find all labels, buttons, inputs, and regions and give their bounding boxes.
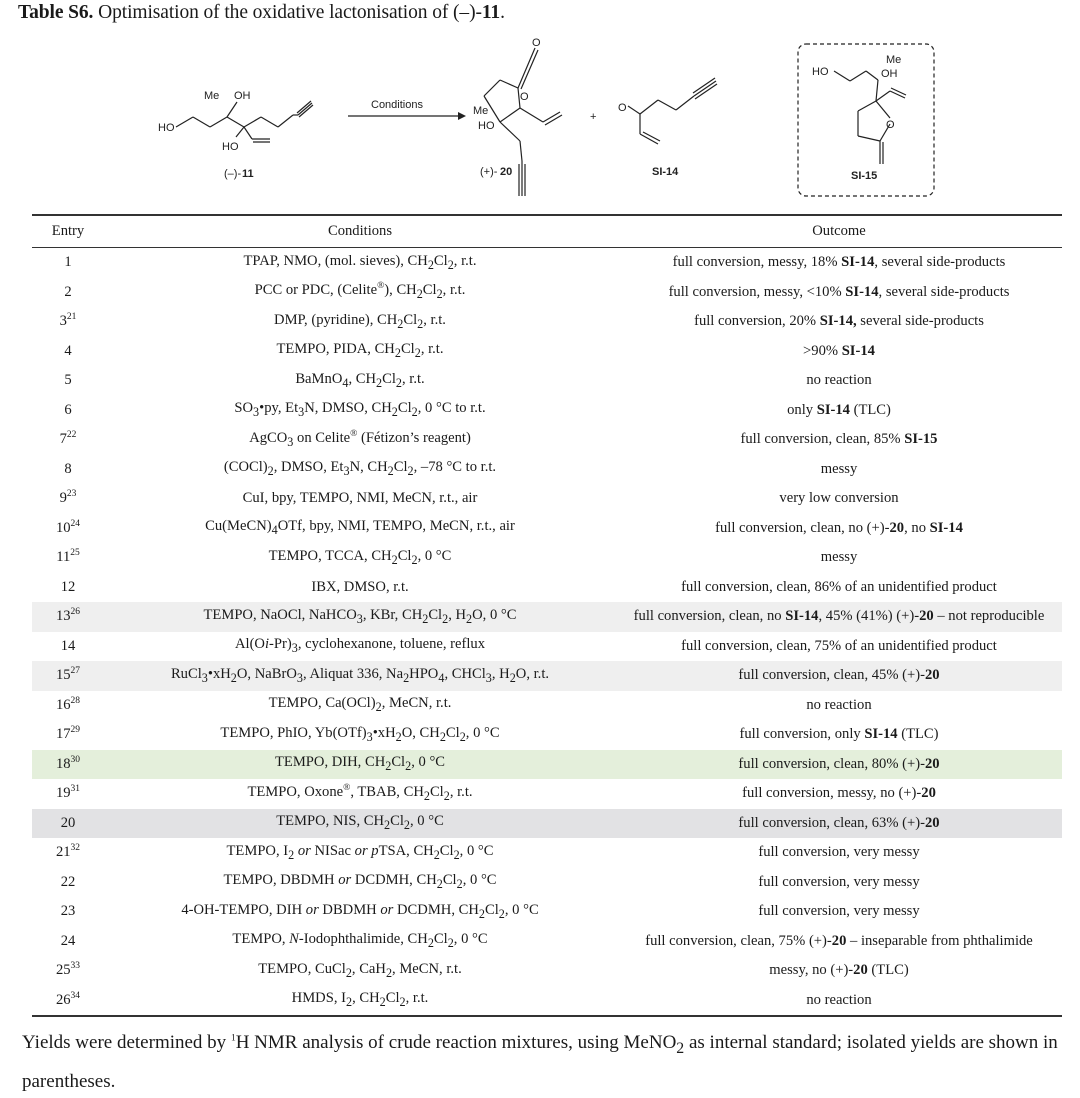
entry-cell: 20 (60, 814, 76, 831)
outcome-cell: full conversion, messy, 18% SI-14, several side-products (672, 254, 1006, 271)
reference-superscript: 27 (70, 666, 81, 677)
outcome-cell: full conversion, 20% SI-14, several side-products (694, 313, 984, 330)
reaction-scheme-drawing (0, 36, 1080, 211)
table-header-row (32, 215, 1062, 248)
table-row (32, 366, 1062, 396)
table-row (32, 425, 1062, 455)
table-row (32, 455, 1062, 485)
entry-cell: 6 (64, 401, 72, 418)
outcome-cell: no reaction (806, 372, 872, 389)
caption-label: Table S6. (18, 2, 94, 23)
conditions-cell: $(COCl)_2$, DMSO, $Et_3N$, $CH_2Cl_2$, –78 °C to r.t. (223, 459, 497, 479)
table-row (32, 897, 1062, 927)
conditions-cell: TEMPO, NaOCl, NaHCO$_3$, KBr, $CH_2Cl_2$, $H_2O$, 0 °C (203, 606, 517, 626)
entry-cell: $15^{27}$ (55, 666, 81, 684)
table-row (32, 573, 1062, 603)
table-row (32, 956, 1062, 986)
svg-text:O: O (532, 37, 541, 49)
table-row (32, 750, 1062, 780)
table-row (32, 632, 1062, 662)
table-row (32, 927, 1062, 957)
caption-compound: 11 (481, 2, 501, 23)
outcome-cell: full conversion, clean, 75% of an unidentified product (681, 637, 997, 654)
svg-text:HO: HO (478, 120, 495, 132)
table-row (32, 278, 1062, 308)
svg-text:(–)-: (–)- (224, 168, 242, 180)
header-outcome: Outcome (812, 223, 866, 239)
outcome-cell: full conversion, very messy (758, 844, 920, 861)
conditions-cell: TEMPO, CuCl$_2$, CaH$_2$, MeCN, r.t. (258, 960, 462, 980)
table-row (32, 720, 1062, 750)
reference-superscript: 26 (70, 607, 81, 618)
entry-cell: 2 (64, 283, 72, 300)
svg-text:SI-14: SI-14 (652, 166, 679, 178)
starting-material-structure (176, 101, 313, 142)
outcome-cell: full conversion, very messy (758, 903, 920, 920)
entry-cell: $26^{34}$ (55, 990, 81, 1008)
svg-text:HO: HO (812, 66, 829, 78)
table-body (32, 248, 1062, 1017)
entry-cell: 24 (60, 932, 76, 949)
conditions-cell: $Cu(MeCN)_4OTf$, bpy, NMI, TEMPO, MeCN, r.t., air (205, 518, 515, 538)
reference-superscript: 23 (66, 489, 77, 500)
outcome-cell: messy (820, 460, 858, 477)
svg-text:O: O (886, 119, 895, 131)
svg-text:Me: Me (204, 90, 220, 102)
reference-superscript: 22 (66, 430, 77, 441)
entry-cell: 1 (64, 254, 72, 271)
caption-text: Optimisation of the oxidative lactonisation of (–)- (98, 2, 482, 23)
outcome-cell: full conversion, messy, no (+)-20 (742, 785, 936, 802)
table-row (32, 337, 1062, 367)
svg-text:HO: HO (158, 122, 175, 134)
conditions-cell: TEMPO, N-Iodophthalimide, $CH_2Cl_2$, 0 °C (232, 931, 488, 951)
outcome-cell: full conversion, clean, 86% of an unidentified product (681, 578, 997, 595)
conditions-cell: TEMPO, DBDMH or DCDMH, $CH_2Cl_2$, 0 °C (223, 872, 497, 892)
reference-superscript: 33 (70, 961, 81, 972)
conditions-cell: IBX, DMSO, r.t. (311, 578, 409, 595)
conditions-cell: TEMPO, PIDA, $CH_2Cl_2$, r.t. (276, 341, 444, 361)
table-row (32, 779, 1062, 809)
svg-text:Me: Me (473, 105, 489, 117)
conditions-cell: PCC or PDC, (Celite®), $CH_2Cl_2$, r.t. (254, 281, 466, 302)
svg-text:O: O (520, 91, 529, 103)
reference-superscript: 21 (66, 312, 77, 323)
svg-text:Conditions: Conditions (371, 99, 423, 111)
outcome-cell: full conversion, clean, 45% (+)-20 (738, 667, 940, 684)
reference-superscript: 30 (70, 754, 81, 765)
table-row (32, 868, 1062, 898)
table-row (32, 602, 1062, 632)
outcome-cell: full conversion, clean, 85% SI-15 (740, 431, 938, 448)
entry-cell: $13^{26}$ (55, 607, 81, 625)
outcome-cell: full conversion, clean, 75% (+)-20 – inseparable from phthalimide (645, 932, 1033, 949)
conditions-cell: TPAP, NMO, (mol. sieves), $CH_2Cl_2$, r.t. (243, 252, 477, 272)
svg-text:HO: HO (222, 141, 239, 153)
outcome-cell: messy, no (+)-20 (TLC) (769, 962, 909, 979)
entry-cell: $3^{21}$ (59, 312, 77, 330)
outcome-cell: no reaction (806, 696, 872, 713)
conditions-cell: TEMPO, $I_2$ or NISac or pTSA, $CH_2Cl_2$, 0 °C (226, 842, 494, 862)
conditions-cell: TEMPO, NIS, $CH_2Cl_2$, 0 °C (276, 813, 444, 833)
entry-cell: $19^{31}$ (55, 784, 81, 802)
outcome-cell: no reaction (806, 991, 872, 1008)
reference-superscript: 32 (70, 843, 81, 854)
outcome-cell: messy (820, 549, 858, 566)
entry-cell: $16^{28}$ (55, 695, 81, 713)
reference-superscript: 25 (70, 548, 80, 559)
outcome-cell: full conversion, very messy (758, 873, 920, 890)
outcome-cell: >90% SI-14 (803, 342, 875, 359)
conditions-cell: TEMPO, PhIO, $Yb(OTf)_3•xH_2O$, $CH_2Cl_2$, 0 °C (220, 724, 500, 744)
svg-text:(+)-: (+)- (480, 166, 498, 178)
conditions-cell: HMDS, $I_2$, $CH_2Cl_2$, r.t. (291, 990, 429, 1010)
conditions-cell: CuI, bpy, TEMPO, NMI, MeCN, r.t., air (242, 490, 478, 507)
entry-cell: 22 (60, 873, 76, 890)
entry-cell: $10^{24}$ (55, 518, 81, 536)
entry-cell: 23 (60, 903, 76, 920)
entry-cell: 12 (60, 578, 76, 595)
table-row (32, 543, 1062, 573)
table-caption: Table S6. Optimisation of the oxidative lactonisation of (–)-11. (18, 2, 505, 23)
conditions-cell: TEMPO, TCCA, $CH_2Cl_2$, 0 °C (268, 547, 452, 567)
conditions-cell: TEMPO, Oxone®, TBAB, $CH_2Cl_2$, r.t. (247, 782, 473, 803)
entry-cell: $11^{25}$ (56, 548, 80, 566)
conditions-cell: DMP, (pyridine), $CH_2Cl_2$, r.t. (274, 311, 446, 331)
outcome-cell: full conversion, clean, no (+)-20, no SI-14 (715, 519, 963, 536)
outcome-cell: full conversion, clean, no SI-14, 45% (41%) (+)-20 – not reproducible (633, 608, 1045, 625)
entry-cell: 4 (64, 342, 72, 359)
optimisation-table (32, 214, 1062, 1017)
conditions-cell: TEMPO, $Ca(OCl)_2$, MeCN, r.t. (268, 695, 452, 715)
svg-text:SI-15: SI-15 (851, 170, 878, 182)
outcome-cell: only SI-14 (TLC) (787, 401, 891, 418)
svg-text:11: 11 (242, 168, 254, 180)
conditions-cell: $Al(Oi-Pr)_3$, cyclohexanone, toluene, reflux (234, 636, 486, 656)
outcome-cell: full conversion, messy, <10% SI-14, several side-products (668, 283, 1010, 300)
table-row (32, 248, 1062, 278)
conditions-cell: AgCO$_3$ on Celite® (Fétizon’s reagent) (249, 428, 471, 449)
outcome-cell: full conversion, clean, 80% (+)-20 (738, 755, 940, 772)
table-row (32, 809, 1062, 839)
svg-text:O: O (618, 102, 627, 114)
entry-cell: 5 (64, 372, 72, 389)
outcome-cell: full conversion, clean, 63% (+)-20 (738, 814, 940, 831)
entry-cell: $9^{23}$ (59, 489, 77, 507)
boxed-product-structure (834, 71, 906, 164)
reference-superscript: 24 (70, 518, 81, 529)
outcome-cell: full conversion, only SI-14 (TLC) (739, 726, 939, 743)
side-product-structure (628, 78, 717, 144)
header-conditions: Conditions (327, 223, 393, 239)
conditions-cell: 4-OH-TEMPO, DIH or DBDMH or DCDMH, $CH_2Cl_2$, 0 °C (181, 901, 539, 921)
entry-cell: $7^{22}$ (59, 430, 77, 448)
entry-cell: $25^{33}$ (55, 961, 81, 979)
reference-superscript: 31 (70, 784, 81, 795)
table-footnote: Yields were determined by $^1$H NMR analysis of crude reaction mixtures, using MeNO$_2$ as internal standard; isolated yields are shown in parentheses. (22, 1032, 1058, 1092)
conditions-cell: TEMPO, DIH, $CH_2Cl_2$, 0 °C (274, 754, 446, 774)
table-row (32, 396, 1062, 426)
entry-cell: $17^{29}$ (55, 725, 81, 743)
table-row (32, 691, 1062, 721)
reference-superscript: 28 (70, 695, 81, 706)
entry-cell: $21^{32}$ (55, 843, 81, 861)
table-row (32, 661, 1062, 691)
outcome-cell: very low conversion (779, 490, 899, 507)
conditions-cell: $SO_3•py$, $Et_3N$, DMSO, $CH_2Cl_2$, 0 °C to r.t. (234, 400, 486, 420)
entry-cell: 14 (60, 637, 76, 654)
table-row (32, 986, 1062, 1017)
table-row (32, 838, 1062, 868)
reaction-scheme (0, 36, 1080, 211)
svg-text:20: 20 (500, 166, 513, 178)
svg-text:+: + (590, 111, 597, 123)
svg-text:OH: OH (881, 68, 898, 80)
table-row (32, 514, 1062, 544)
reference-superscript: 29 (70, 725, 81, 736)
table-row (32, 307, 1062, 337)
entry-cell: 8 (64, 460, 72, 477)
conditions-cell: $RuCl_3•xH_2O$, NaBrO$_3$, Aliquat 336, $Na_2HPO_4$, CHCl$_3$, $H_2O$, r.t. (170, 665, 550, 685)
entry-cell: $18^{30}$ (55, 754, 81, 772)
reference-superscript: 34 (70, 990, 81, 1001)
conditions-cell: BaMnO$_4$, $CH_2Cl_2$, r.t. (295, 370, 425, 390)
header-entry: Entry (51, 223, 85, 239)
table-row (32, 484, 1062, 514)
svg-text:Me: Me (886, 54, 902, 66)
svg-text:OH: OH (234, 90, 251, 102)
